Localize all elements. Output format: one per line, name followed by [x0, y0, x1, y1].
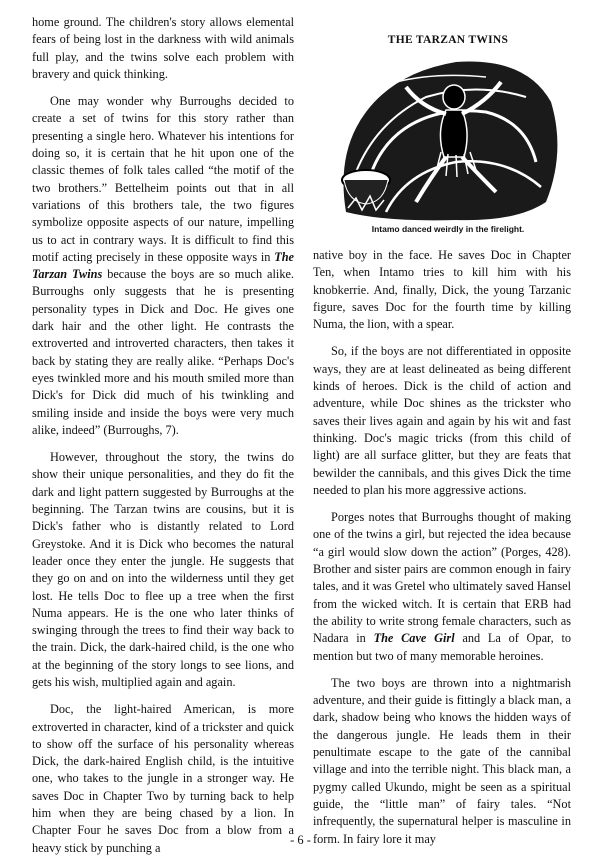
- illustration-caption: Intamo danced weirdly in the firelight.: [371, 224, 525, 234]
- paragraph: [313, 509, 571, 665]
- page-number: - 6 -: [290, 833, 311, 847]
- paragraph: However, throughout the story, the twins do show their unique personalities, and they do fit the dark and light pattern suggested by Burroughs at the beginning. The Tarzan twins are cousins, but it is Dick's father who is distantly related to Lord Greystoke. And it is Dick who becomes the natural leader once they enter the jungle. He suggests that they go on and on into the wilderness until they get lost. He tells Doc to flee up a tree when the first Numa appears. He is the one who later thinks of swinging through the trees to find their way back to the train. Dick, the dark-haired child, is the one who at the beginning of the story longs to see lions, and gets his wish, multiplied again and again.: [32, 450, 294, 689]
- book-title: The Cave Girl: [373, 631, 455, 646]
- right-column: [313, 247, 571, 858]
- illustration: [330, 30, 566, 244]
- paragraph-text: Porges notes that Burroughs thought of making one of the twins a girl, but rejected the idea because “a girl would slow down the action” (Porges, 428). Brother and sister pairs are common enough in fairy tales, and it was Gretel who ultimately saved Hansel from the wicked witch. It is certain that ERB had the ability to write strong female characters, such as Nadara in: [313, 510, 571, 646]
- book-title: The Tarzan Twins: [32, 249, 295, 282]
- dancing-figure-drawing: [336, 52, 560, 222]
- paragraph: home ground. The children's story allows elemental fears of being lost in the darkness with wild animals full play, and the twins solve each problem with bravery and quick thinking.: [32, 15, 294, 81]
- left-column: [32, 14, 294, 867]
- paragraph-text: because the boys are so much alike. Burroughs only suggests that he is presenting personality types in Dick and Doc. He gives one dark hair and the other light. He contrasts the extroverted and introverted characters, then takes it back by stating they are really alike. “Perhaps Doc's eyes twinkled more and his mouth smiled more than Dick's for Dick did much of his twinkling and smiling inside and inside the boys were very much alike, indeed” (Burroughs, 7).: [32, 267, 294, 437]
- paragraph: [32, 93, 294, 439]
- illustration-title: THE TARZAN TWINS: [387, 34, 509, 46]
- paragraph-text: One may wonder why Burroughs decided to create a set of twins for this story rather than presenting a single hero. Whatever his intentions for doing so, it is certain that he hit upon one of the classic themes of folk tales called “the motif of the two brothers.” Bettelheim points out that in all variations of this brothers tale, the two figures symbolize opposite aspects of our nature, impelling us to act in contrary ways. It is difficult to find this motif acting precisely in these opposite ways in: [32, 94, 294, 264]
- paragraph-text: and La of Opar, to mention but two of many memorable heroines.: [313, 631, 572, 663]
- paragraph: Doc, the light-haired American, is more extroverted in character, kind of a trickster and quick to show off the surface of his personality whereas Dick, the dark-haired English child, is the intuitive one, who takes to the jungle in a stronger way. He saves Doc in Chapter Two by turning back to help him when they are being chased by a lion. In Chapter Four he saves Doc from a blow from a heavy stick by punching a: [32, 702, 294, 855]
- paragraph: native boy in the face. He saves Doc in Chapter Ten, when Intamo tries to kill him with his knobkerrie. And, finally, Dick, the young Tarzanic figure, saves Doc for the fourth time by killing Numa, the lion, with a spear.: [313, 248, 571, 332]
- paragraph: So, if the boys are not differentiated in opposite ways, they are at least delineated as being different kinds of heroes. Dick is the child of action and adventure, while Doc shines as the trickster who saves their lives again and again by his wit and fast thinking. Doc's magic tricks (from this child of light) are all surface glitter, but they are feats that bewilder the cannibals, and this gives Dick the time needed to plan his more aggressive actions.: [313, 344, 571, 497]
- paragraph: The two boys are thrown into a nightmarish adventure, and their guide is fittingly a black man, a dark, shadow being who knows the hidden ways of the dangerous jungle. He leads them in their penultimate escape to the gate of the cannibal village and into the terrible night. This black man, a pygmy called Ukundo, might be seen as a spiritual guide, the “little man” of fairy tales. “Not infrequently, the supernatural helper is masculine in form. In fairy lore it may: [313, 675, 571, 846]
